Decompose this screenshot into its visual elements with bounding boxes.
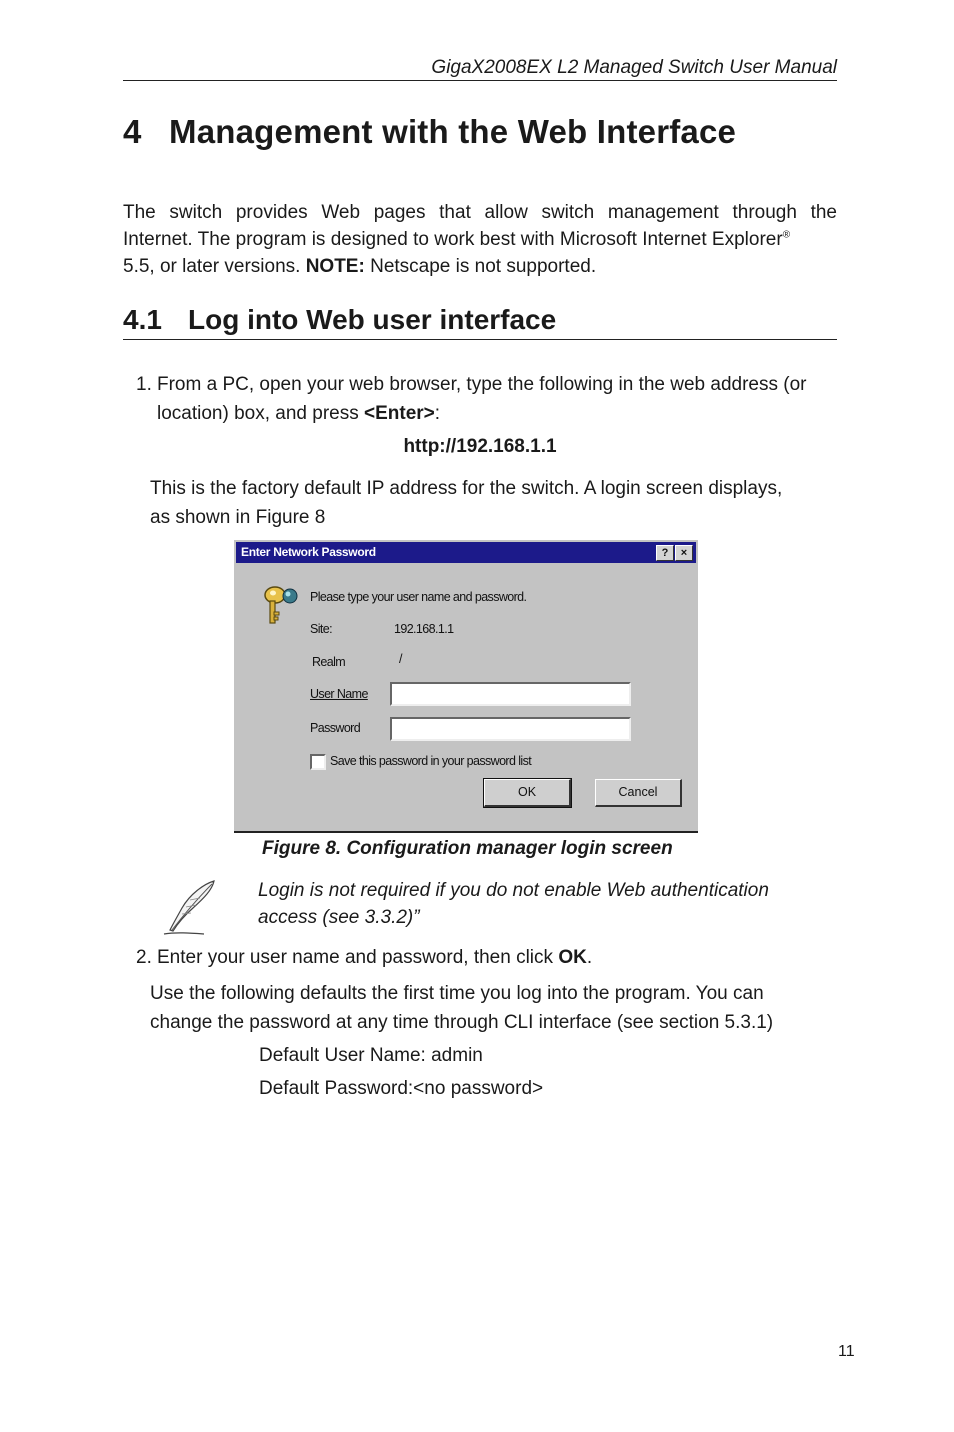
step-1-line-1 (136, 370, 838, 399)
intro-line-2-text: Internet. The program is designed to work best with Microsoft Internet Explorer (123, 229, 783, 250)
step-2 (136, 943, 838, 972)
intro-paragraph (123, 199, 837, 280)
note-line-2: access (see 3.3.2)” (258, 907, 420, 928)
close-button[interactable]: × (675, 545, 693, 561)
intro-line-3-b: Netscape is not supported. (364, 256, 597, 277)
step-2-text: Enter your user name and password, then click (157, 947, 559, 968)
intro-line-1: The switch provides Web pages that allow switch management through the (123, 202, 837, 223)
step-2-period: . (586, 947, 593, 968)
default-password: Default Password:<no password> (259, 1078, 544, 1099)
cancel-button[interactable]: Cancel (595, 779, 682, 807)
step-1-desc-line-2: as shown in Figure 8 (150, 507, 326, 528)
step-1-desc-line-1: This is the factory default IP address for the switch. A login screen displays, (150, 478, 783, 499)
username-input[interactable] (390, 682, 631, 706)
step-1-line-2 (136, 399, 838, 428)
note-label: NOTE: (305, 256, 365, 277)
step-1-colon: : (434, 403, 441, 424)
step-2-ok: OK (558, 947, 587, 968)
note-text (258, 877, 838, 931)
default-url: http://192.168.1.1 (403, 436, 557, 457)
password-label: Password (310, 721, 361, 735)
figure-caption: Figure 8. Configuration manager login screen (262, 838, 673, 859)
step-1-text-2: location) box, and press (157, 403, 365, 424)
intro-line-2 (123, 226, 837, 253)
chapter-heading (123, 113, 736, 151)
dialog-title: Enter Network Password (241, 545, 376, 559)
step-2-number: 2. (136, 947, 152, 968)
registered-mark: ® (782, 229, 791, 241)
note-line-1: Login is not required if you do not enable Web authentication (258, 880, 769, 901)
step-1-description (150, 474, 838, 532)
section-number: 4.1 (123, 304, 162, 335)
step-2-desc-line-2: change the password at any time through CLI interface (see section 5.3.1) (150, 1012, 774, 1033)
password-input[interactable] (390, 717, 631, 741)
intro-line-3-a: 5.5, or later versions. (123, 256, 306, 277)
step-1 (136, 370, 838, 428)
dialog-prompt: Please type your user name and password. (310, 590, 527, 604)
header-rule (123, 80, 837, 81)
step-2-description (150, 979, 838, 1037)
chapter-title: Management with the Web Interface (169, 113, 737, 150)
save-password-checkbox[interactable] (310, 754, 326, 770)
username-label: User Name (310, 687, 368, 701)
step-1-number: 1. (136, 374, 152, 395)
section-heading (123, 304, 837, 340)
key-icon (260, 584, 300, 626)
realm-label: Realm (312, 655, 346, 669)
enter-key: <Enter> (364, 403, 435, 424)
step-2-desc-line-1: Use the following defaults the first time you log into the program. You can (150, 983, 764, 1004)
section-title: Log into Web user interface (188, 304, 557, 335)
site-label: Site: (310, 622, 333, 636)
step-2-line (136, 943, 838, 972)
chapter-number: 4 (123, 113, 142, 150)
login-dialog-screenshot (234, 540, 698, 833)
step-1-text-1: From a PC, open your web browser, type the following in the web address (or (157, 374, 807, 395)
realm-value: / (399, 652, 402, 666)
running-header: GigaX2008EX L2 Managed Switch User Manual (431, 57, 837, 78)
page-number: 11 (838, 1343, 855, 1360)
dialog-titlebar (236, 542, 696, 563)
note-feather-icon (160, 876, 224, 938)
site-value: 192.168.1.1 (394, 622, 454, 636)
ok-button[interactable]: OK (484, 779, 571, 807)
default-username: Default User Name: admin (259, 1045, 483, 1066)
intro-line-3 (123, 253, 837, 280)
save-password-label: Save this password in your password list (330, 754, 532, 768)
help-button[interactable]: ? (656, 545, 674, 561)
